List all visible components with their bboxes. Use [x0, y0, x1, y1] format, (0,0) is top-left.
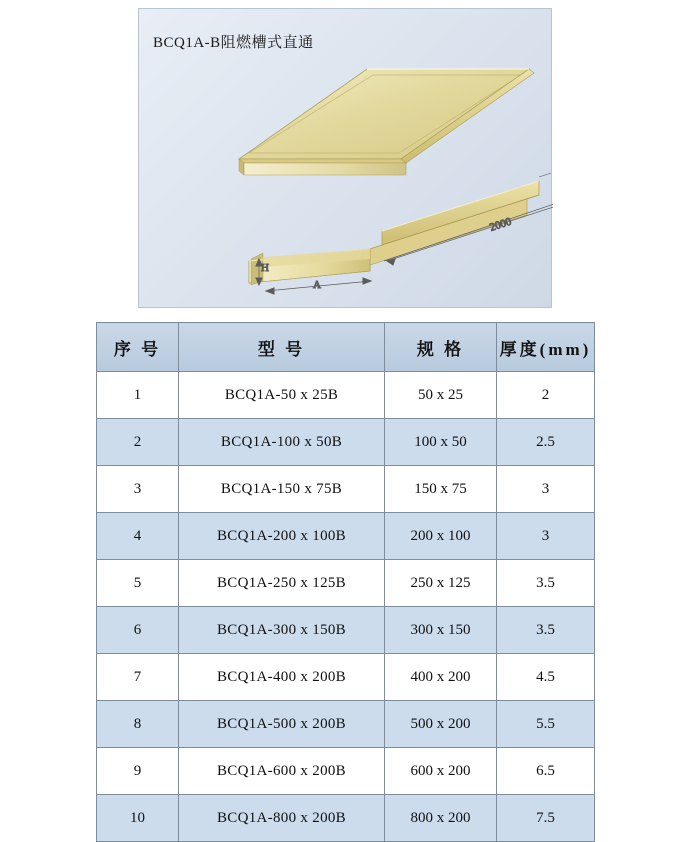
header-spec: 规 格	[385, 323, 497, 372]
header-model: 型 号	[179, 323, 385, 372]
cell-model: BCQ1A-800 x 200B	[179, 795, 385, 842]
width-label-a: A	[313, 279, 321, 291]
table-row	[97, 513, 595, 560]
cell-spec: 200 x 100	[385, 513, 497, 560]
cell-model: BCQ1A-400 x 200B	[179, 654, 385, 701]
cell-no: 1	[97, 372, 179, 419]
table-header-row	[97, 323, 595, 372]
cell-model: BCQ1A-100 x 50B	[179, 419, 385, 466]
cell-spec: 50 x 25	[385, 372, 497, 419]
cell-model: BCQ1A-200 x 100B	[179, 513, 385, 560]
table-row	[97, 701, 595, 748]
header-thickness: 厚度(mm)	[497, 323, 595, 372]
cell-thickness: 7.5	[497, 795, 595, 842]
table-row	[97, 419, 595, 466]
length-label: 2000	[488, 215, 513, 234]
cell-spec: 100 x 50	[385, 419, 497, 466]
cell-model: BCQ1A-600 x 200B	[179, 748, 385, 795]
cell-model: BCQ1A-250 x 125B	[179, 560, 385, 607]
tray-cover-part	[239, 69, 534, 175]
cell-no: 2	[97, 419, 179, 466]
table-header	[97, 323, 595, 372]
cell-no: 7	[97, 654, 179, 701]
cell-no: 9	[97, 748, 179, 795]
header-no: 序 号	[97, 323, 179, 372]
cell-spec: 250 x 125	[385, 560, 497, 607]
cell-thickness: 3.5	[497, 560, 595, 607]
cell-no: 8	[97, 701, 179, 748]
product-illustration-panel	[138, 8, 552, 308]
cell-thickness: 3.5	[497, 607, 595, 654]
cell-model: BCQ1A-150 x 75B	[179, 466, 385, 513]
table-row	[97, 607, 595, 654]
cell-thickness: 3	[497, 466, 595, 513]
cable-tray-drawing	[139, 9, 553, 309]
cell-thickness: 6.5	[497, 748, 595, 795]
table-row	[97, 372, 595, 419]
table-row	[97, 466, 595, 513]
cell-no: 10	[97, 795, 179, 842]
cell-model: BCQ1A-50 x 25B	[179, 372, 385, 419]
cell-thickness: 4.5	[497, 654, 595, 701]
cell-spec: 150 x 75	[385, 466, 497, 513]
cell-spec: 600 x 200	[385, 748, 497, 795]
cell-model: BCQ1A-300 x 150B	[179, 607, 385, 654]
table-row	[97, 795, 595, 842]
cell-no: 5	[97, 560, 179, 607]
illustration-title: BCQ1A-B阻燃槽式直通	[153, 35, 314, 51]
spec-table	[96, 322, 595, 842]
table-row	[97, 560, 595, 607]
cell-spec: 400 x 200	[385, 654, 497, 701]
cell-thickness: 2.5	[497, 419, 595, 466]
cell-spec: 500 x 200	[385, 701, 497, 748]
cell-spec: 300 x 150	[385, 607, 497, 654]
cell-no: 4	[97, 513, 179, 560]
table-row	[97, 654, 595, 701]
cell-thickness: 2	[497, 372, 595, 419]
cell-model: BCQ1A-500 x 200B	[179, 701, 385, 748]
spec-table-container	[96, 322, 594, 842]
table-body	[97, 372, 595, 842]
height-label-h: H	[261, 262, 269, 274]
cell-thickness: 3	[497, 513, 595, 560]
cell-thickness: 5.5	[497, 701, 595, 748]
cell-no: 3	[97, 466, 179, 513]
cell-spec: 800 x 200	[385, 795, 497, 842]
table-row	[97, 748, 595, 795]
cell-no: 6	[97, 607, 179, 654]
tray-base-part	[249, 181, 539, 285]
